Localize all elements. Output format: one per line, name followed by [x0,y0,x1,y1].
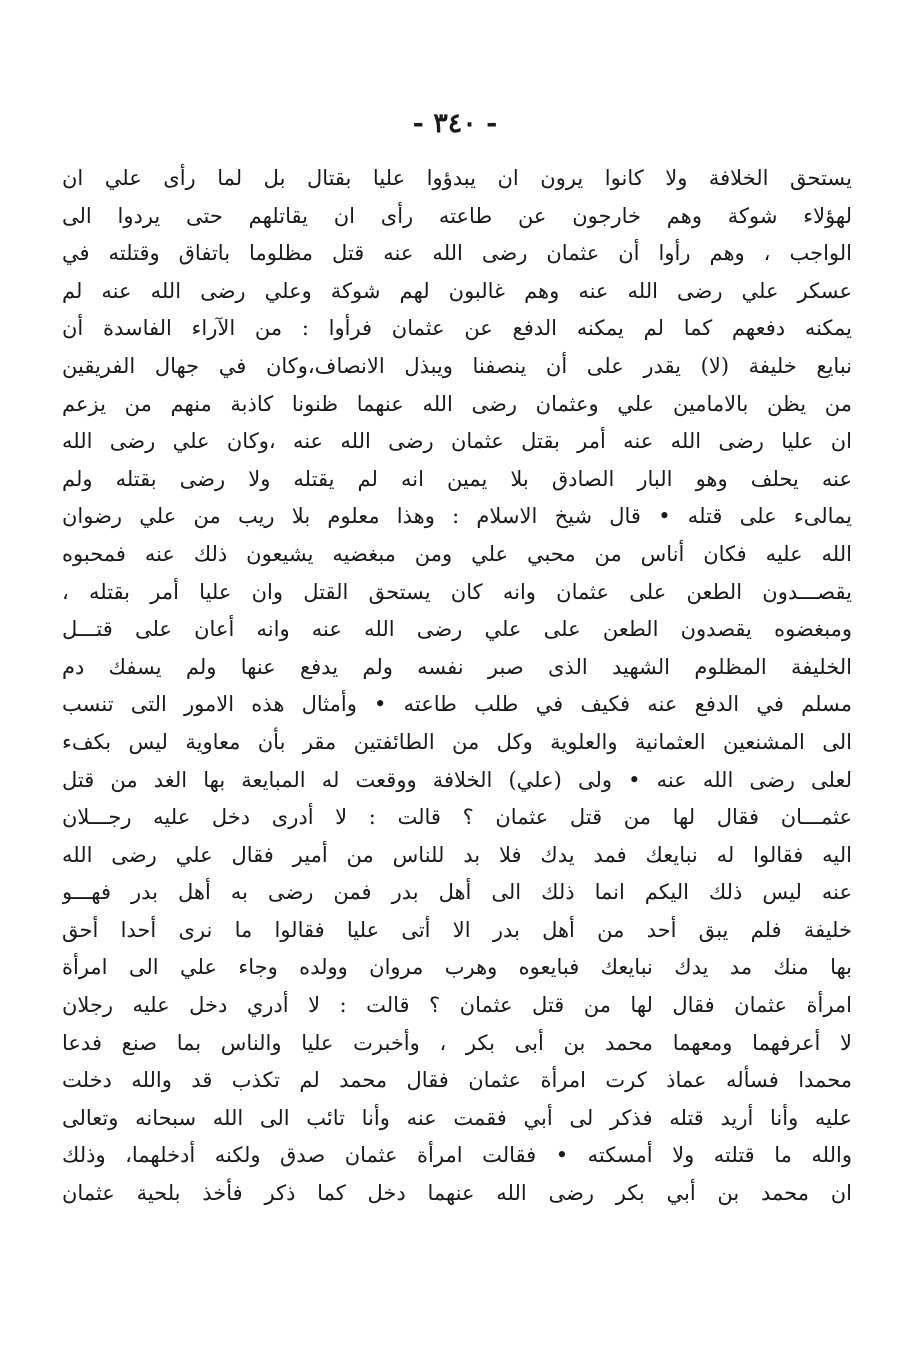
text-line: والله ما قتلته ولا أمسكته • فقالت امرأة عثمان صدق ولكنه أدخلهما، وذلك [62,1143,852,1168]
text-line: يقصـــدون الطعن على عثمان وانه كان يستحق القتل وان عليا أمر بقتله ، [62,579,852,604]
text-line: عنه يحلف وهو البار الصادق بلا يمين انه لم يقتله ولا رضى بقتله ولم [62,466,852,491]
body-text [62,160,852,1213]
text-line: عسكر علي رضى الله عنه وهم غالبون لهم شوكة وعلي رضى الله عنه لم [62,278,852,303]
text-line: مسلم في الدفع عنه فكيف في طلب طاعته • وأمثال هذه الامور التى تنسب [62,692,852,717]
text-line: اليه فقالوا له نبايعك فمد يدك فلا بد للناس من أمير فقال علي رضى الله [62,842,852,867]
text-line: الخليفة المظلوم الشهيد الذى صبر نفسه ولم يدفع عنها ولم يسفك دم [62,654,852,679]
text-line: نبايع خليفة (لا) يقدر على أن ينصفنا ويبذل الانصاف،وكان في جهال الفريقين [62,353,852,378]
text-line: الله عليه فكان أناس من محبي علي ومن مبغضيه يشيعون ذلك عنه فمحبوه [62,541,852,566]
text-line: ومبغضوه يقصدون الطعن على علي رضى الله عنه وانه أعان على قتـــل [62,617,852,642]
text-line: الى المشنعين العثمانية والعلوية وكل من الطائفتين مقر بأن معاوية ليس بكفء [62,729,852,754]
text-line: امرأة عثمان فقال لها من قتل عثمان ؟ قالت : لا أدري دخل عليه رجلان [62,993,852,1018]
text-line: يستحق الخلافة ولا كانوا يرون ان يبدؤوا عليا بقتال بل لما رأى علي ان [62,166,852,190]
text-line: لا أعرفهما ومعهما محمد بن أبى بكر ، وأخبرت عليا والناس بما صنع فدعا [62,1030,852,1055]
page-number: - ٣٤٠ - [412,108,498,139]
text-line: ان محمد بن أبي بكر رضى الله عنهما دخل كما ذكر فأخذ بلحية عثمان [62,1181,852,1206]
text-line: يمالىء على قتله • قال شيخ الاسلام : وهذا معلوم بلا ريب من علي رضوان [62,504,852,529]
text-line: خليفة فلم يبق أحد من أهل بدر الا أتى عليا فقالوا ما نرى أحدا أحق [62,917,852,942]
text-line: يمكنه دفعهم كما لم يمكنه الدفع عن عثمان فرأوا : من الآراء الفاسدة أن [62,316,852,341]
text-line: عنه ليس ذلك اليكم انما ذلك الى أهل بدر فمن رضى به أهل بدر فهـــو [62,880,852,905]
text-line: بها منك مد يدك نبايعك فبايعوه وهرب مروان وولده وجاء علي الى امرأة [62,955,852,980]
text-line: عليه وأنا أريد قتله فذكر لى أبي فقمت عنه وأنا تائب الى الله سبحانه وتعالى [62,1105,852,1130]
text-line: لهؤلاء شوكة وهم خارجون عن طاعته رأى ان يقاتلهم حتى يردوا الى [62,203,852,228]
text-line: من يظن بالامامين علي وعثمان رضى الله عنهما ظنونا كاذبة منهم من يزعم [62,391,852,416]
text-line: محمدا فسأله عماذ كرت امرأة عثمان فقال محمد لم تكذب قد والله دخلت [62,1068,852,1093]
text-line: الواجب ، وهم رأوا أن عثمان رضى الله عنه قتل مظلوما باتفاق وقتلته في [62,241,852,266]
text-line: لعلى رضى الله عنه • ولى (علي) الخلافة ووقعت له المبايعة بها الغد من قتل [62,767,852,792]
text-line: عثمـــان فقال لها من قتل عثمان ؟ قالت : لا أدرى دخل عليه رجـــلان [62,805,852,830]
text-line: ان عليا رضى الله عنه أمر بقتل عثمان رضى الله عنه ،وكان علي رضى الله [62,429,852,454]
